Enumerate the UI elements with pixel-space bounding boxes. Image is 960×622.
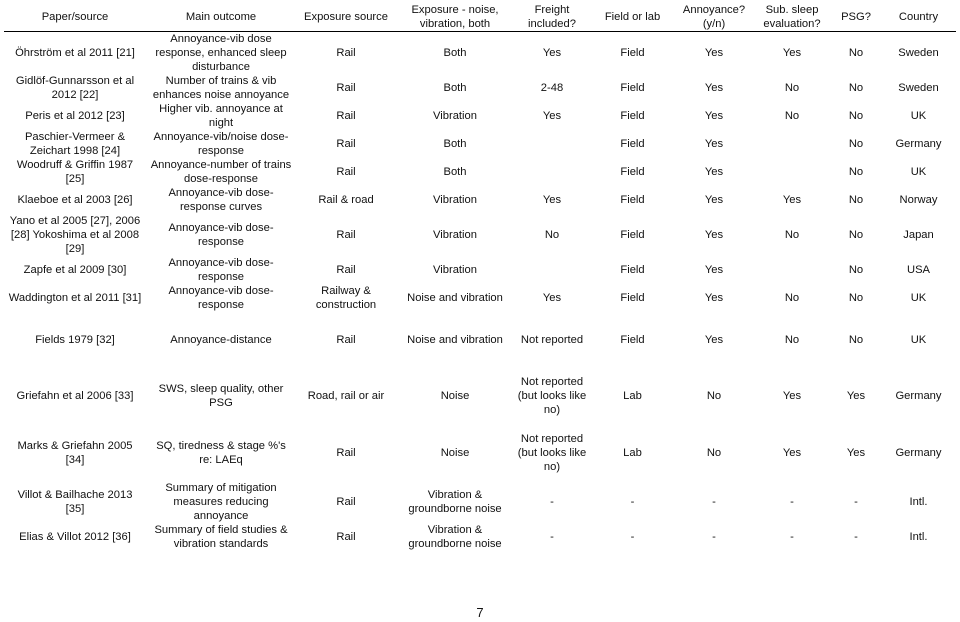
cell-exposure-type: Noise and vibration — [407, 292, 503, 304]
cell-main-outcome: Number of trains & vib enhances noise annoyance — [152, 75, 290, 101]
cell-paper-source: Woodruff & Griffin 1987 [25] — [16, 159, 134, 185]
cell-field-or-lab: - — [630, 531, 635, 543]
cell-sub-sleep-evaluation: - — [790, 531, 794, 543]
table-row — [4, 214, 956, 256]
cell-psg: No — [848, 82, 864, 94]
cell-sub-sleep-evaluation: Yes — [782, 47, 802, 59]
cell-psg: No — [848, 333, 864, 346]
cell-exposure-source: Rail — [336, 264, 356, 276]
cell-annoyance: Yes — [704, 194, 724, 206]
cell-main-outcome: SWS, sleep quality, other PSG — [158, 382, 284, 409]
cell-sub-sleep-evaluation — [753, 256, 831, 284]
cell-annoyance: Yes — [704, 333, 724, 346]
header-country: Country — [881, 3, 956, 32]
cell-sub-sleep-evaluation: No — [784, 110, 800, 122]
cell-paper-source: Yano et al 2005 [27], 2006 [28] Yokoshima et al 2008 [29] — [9, 215, 141, 255]
header-psg: PSG? — [831, 3, 881, 32]
cell-field-or-lab: Field — [620, 82, 645, 94]
table-row — [4, 158, 956, 186]
cell-main-outcome: Summary of field studies & vibration standards — [154, 524, 288, 550]
cell-annoyance: Yes — [704, 229, 724, 241]
cell-annoyance: Yes — [704, 47, 724, 59]
cell-country: Germany — [895, 138, 942, 150]
cell-annoyance: Yes — [704, 138, 724, 150]
cell-paper-source: Klaeboe et al 2003 [26] — [17, 194, 133, 206]
cell-exposure-source: Rail — [336, 531, 356, 543]
cell-annoyance: No — [706, 389, 722, 402]
cell-main-outcome: Annoyance-vib/noise dose-response — [153, 131, 289, 157]
cell-field-or-lab: Lab — [623, 389, 642, 402]
header-sub-sleep-evaluation: Sub. sleep evaluation? — [753, 3, 831, 32]
cell-exposure-source: Rail — [336, 110, 356, 122]
cell-field-or-lab: Field — [620, 138, 645, 150]
header-field-or-lab: Field or lab — [590, 3, 675, 32]
cell-main-outcome: Annoyance-vib dose-response — [168, 285, 274, 311]
header-annoyance: Annoyance? (y/n) — [675, 3, 753, 32]
cell-sub-sleep-evaluation: No — [784, 82, 800, 94]
header-exposure-source: Exposure source — [296, 3, 396, 32]
cell-field-or-lab: - — [630, 496, 635, 508]
header-freight-included: Freight included? — [514, 3, 590, 32]
cell-field-or-lab: Field — [620, 47, 645, 59]
cell-psg: - — [854, 531, 858, 543]
cell-freight-included: - — [550, 496, 554, 508]
cell-exposure-source: Rail & road — [318, 194, 374, 206]
cell-freight-included: Yes — [542, 194, 562, 206]
cell-country: USA — [906, 264, 930, 276]
cell-freight-included: No — [544, 229, 560, 241]
cell-exposure-source: Rail — [336, 138, 356, 150]
cell-country: Germany — [895, 446, 942, 459]
cell-freight-included: Yes — [542, 292, 562, 304]
cell-paper-source: Zapfe et al 2009 [30] — [23, 264, 127, 276]
cell-exposure-type: Vibration — [433, 110, 477, 122]
cell-exposure-type: Noise — [440, 389, 470, 402]
cell-freight-included: Not reported — [520, 333, 584, 346]
cell-freight-included — [514, 158, 590, 186]
cell-country: Intl. — [909, 496, 928, 508]
cell-psg: No — [848, 264, 864, 276]
cell-exposure-source: Rail — [336, 82, 356, 94]
cell-annoyance: No — [706, 446, 722, 459]
literature-table — [4, 3, 956, 551]
table-row — [4, 186, 956, 214]
cell-exposure-source: Road, rail or air — [307, 389, 385, 402]
cell-sub-sleep-evaluation: No — [784, 229, 800, 241]
cell-field-or-lab: Field — [620, 333, 645, 346]
table-row — [4, 424, 956, 481]
header-paper-source: Paper/source — [4, 3, 146, 32]
cell-country: UK — [910, 333, 927, 346]
cell-exposure-type: Vibration & groundborne noise — [408, 489, 502, 515]
cell-annoyance: - — [712, 531, 716, 543]
cell-psg: No — [848, 292, 864, 304]
cell-main-outcome: Summary of mitigation measures reducing annoyance — [165, 482, 277, 522]
cell-exposure-source: Railway & construction — [315, 285, 377, 311]
cell-exposure-source: Rail — [336, 333, 356, 346]
cell-sub-sleep-evaluation: Yes — [782, 194, 802, 206]
table-row — [4, 102, 956, 130]
header-main-outcome: Main outcome — [146, 3, 296, 32]
cell-country: Japan — [903, 229, 934, 241]
cell-field-or-lab: Field — [620, 229, 645, 241]
table-row — [4, 74, 956, 102]
cell-psg: No — [848, 138, 864, 150]
cell-sub-sleep-evaluation: No — [784, 292, 800, 304]
cell-exposure-source: Rail — [336, 446, 356, 459]
cell-paper-source: Griefahn et al 2006 [33] — [16, 389, 134, 402]
cell-paper-source: Gidlöf-Gunnarsson et al 2012 [22] — [15, 75, 135, 101]
cell-paper-source: Villot & Bailhache 2013 [35] — [17, 489, 133, 515]
cell-main-outcome: Annoyance-distance — [170, 333, 272, 346]
cell-country: Germany — [895, 389, 942, 402]
cell-exposure-type: Noise — [440, 446, 470, 459]
table-header-row — [4, 3, 956, 32]
cell-freight-included: - — [550, 531, 554, 543]
cell-main-outcome: Annoyance-vib dose response, enhanced sleep disturbance — [155, 33, 287, 73]
page-number: 7 — [476, 605, 484, 620]
table-row — [4, 284, 956, 312]
cell-exposure-type: Both — [443, 166, 467, 178]
cell-sub-sleep-evaluation — [753, 158, 831, 186]
cell-field-or-lab: Field — [620, 264, 645, 276]
cell-main-outcome: SQ, tiredness & stage %'s re: LAEq — [156, 439, 286, 466]
cell-freight-included: Not reported (but looks like no) — [517, 375, 587, 416]
cell-field-or-lab: Field — [620, 194, 645, 206]
cell-exposure-type: Both — [443, 82, 467, 94]
cell-psg: Yes — [846, 446, 866, 459]
cell-exposure-source: Rail — [336, 166, 356, 178]
header-exposure-type: Exposure - noise, vibration, both — [396, 3, 514, 32]
cell-exposure-type: Vibration — [433, 229, 477, 241]
cell-exposure-source: Rail — [336, 496, 356, 508]
cell-field-or-lab: Lab — [623, 446, 642, 459]
table-row — [4, 312, 956, 367]
cell-exposure-type: Both — [443, 47, 467, 59]
cell-paper-source: Marks & Griefahn 2005 [34] — [17, 439, 133, 466]
cell-paper-source: Paschier-Vermeer & Zeichart 1998 [24] — [24, 131, 126, 157]
cell-exposure-type: Both — [443, 138, 467, 150]
cell-annoyance: Yes — [704, 166, 724, 178]
cell-freight-included: Yes — [542, 110, 562, 122]
cell-country: UK — [910, 292, 927, 304]
table-row — [4, 256, 956, 284]
cell-freight-included — [514, 256, 590, 284]
table-row — [4, 481, 956, 523]
cell-paper-source: Elias & Villot 2012 [36] — [19, 531, 131, 543]
cell-freight-included — [514, 130, 590, 158]
cell-freight-included: 2-48 — [540, 82, 564, 94]
cell-sub-sleep-evaluation — [753, 130, 831, 158]
cell-main-outcome: Annoyance-vib dose-response — [168, 222, 274, 248]
cell-annoyance: Yes — [704, 292, 724, 304]
cell-freight-included: Not reported (but looks like no) — [517, 432, 587, 473]
table-row — [4, 130, 956, 158]
cell-country: Sweden — [898, 82, 939, 94]
cell-exposure-type: Vibration & groundborne noise — [408, 524, 502, 550]
cell-psg: - — [854, 496, 858, 508]
cell-country: UK — [910, 166, 927, 178]
cell-sub-sleep-evaluation: Yes — [782, 389, 802, 402]
table-row — [4, 367, 956, 424]
cell-country: Norway — [899, 194, 938, 206]
cell-main-outcome: Annoyance-number of trains dose-response — [150, 159, 292, 185]
cell-main-outcome: Higher vib. annoyance at night — [159, 103, 283, 129]
cell-exposure-source: Rail — [336, 229, 356, 241]
cell-annoyance: Yes — [704, 264, 724, 276]
cell-field-or-lab: Field — [620, 166, 645, 178]
cell-exposure-type: Vibration — [433, 264, 477, 276]
cell-country: UK — [910, 110, 927, 122]
cell-annoyance: - — [712, 496, 716, 508]
cell-paper-source: Fields 1979 [32] — [35, 333, 115, 346]
cell-psg: No — [848, 166, 864, 178]
cell-sub-sleep-evaluation: No — [784, 333, 800, 346]
cell-paper-source: Peris et al 2012 [23] — [25, 110, 125, 122]
cell-annoyance: Yes — [704, 110, 724, 122]
cell-main-outcome: Annoyance-vib dose-response curves — [168, 187, 274, 213]
cell-exposure-type: Noise and vibration — [407, 333, 503, 346]
cell-annoyance: Yes — [704, 82, 724, 94]
cell-country: Sweden — [898, 47, 939, 59]
cell-exposure-source: Rail — [336, 47, 356, 59]
cell-paper-source: Waddington et al 2011 [31] — [8, 292, 142, 304]
cell-sub-sleep-evaluation: Yes — [782, 446, 802, 459]
cell-field-or-lab: Field — [620, 110, 645, 122]
cell-psg: Yes — [846, 389, 866, 402]
cell-country: Intl. — [909, 531, 928, 543]
cell-psg: No — [848, 110, 864, 122]
cell-sub-sleep-evaluation: - — [790, 496, 794, 508]
cell-psg: No — [848, 47, 864, 59]
cell-main-outcome: Annoyance-vib dose-response — [168, 257, 274, 283]
table-row — [4, 32, 956, 75]
cell-freight-included: Yes — [542, 47, 562, 59]
cell-exposure-type: Vibration — [433, 194, 477, 206]
cell-field-or-lab: Field — [620, 292, 645, 304]
table-row — [4, 523, 956, 551]
cell-paper-source: Öhrström et al 2011 [21] — [15, 47, 135, 59]
cell-psg: No — [848, 229, 864, 241]
cell-psg: No — [848, 194, 864, 206]
